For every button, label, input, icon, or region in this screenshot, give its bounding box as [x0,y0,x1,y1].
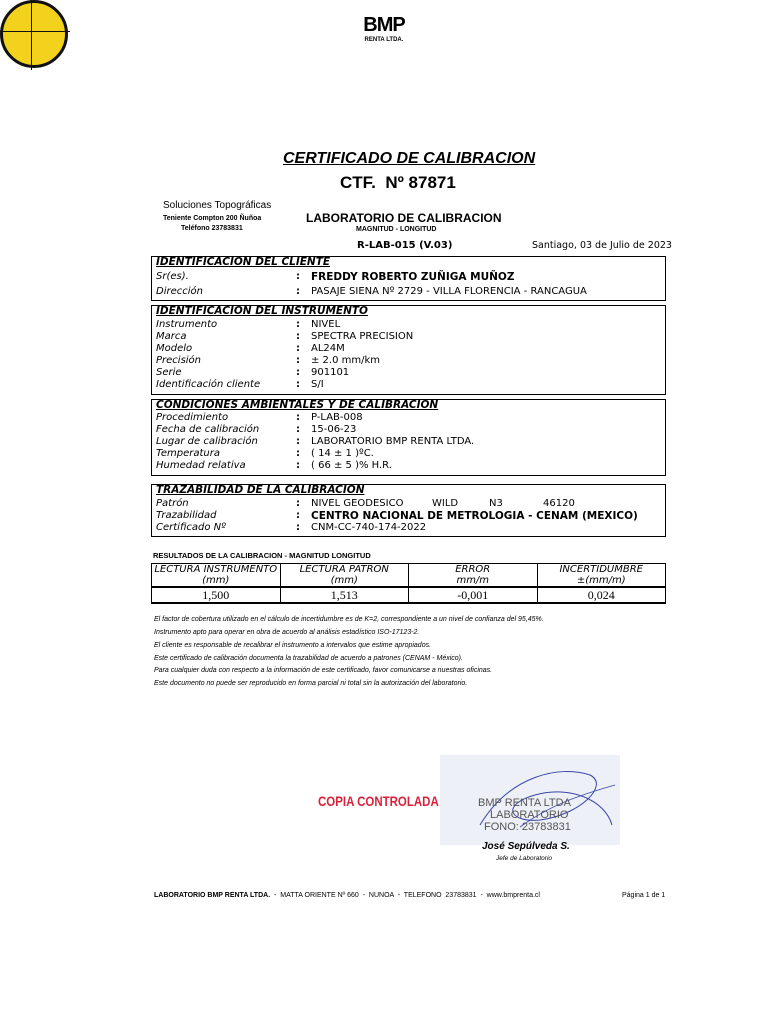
company-address: Teniente Compton 200 Ñuñoa [163,215,262,222]
column-header: LECTURA INSTRUMENTO (mm) [152,564,281,588]
table-cell: 1,513 [280,587,409,603]
conditions-header: CONDICIONES AMBIENTALES Y DE CALIBRACION [156,399,439,411]
signer-name: José Sepúlveda S. [482,841,570,852]
traceability-row-trace: Trazabilidad : CENTRO NACIONAL DE METROLOGIA - CENAM (MEXICO) [156,510,638,522]
traceability-header: TRAZABILIDAD DE LA CALIBRACION [156,484,365,496]
footer-company: LABORATORIO BMP RENTA LTDA. [154,892,271,899]
page-number: Página 1 de 1 [622,892,666,899]
lab-name: LABORATORIO DE CALIBRACION [306,211,502,225]
stamp-line: FONO: 23783831 [484,821,571,833]
logo-word: BMP [363,14,405,36]
footer [154,892,540,899]
stamp-line: BMP RENTA LTDA [478,797,571,809]
issue-date: Santiago, 03 de Julio de 2023 [532,240,672,251]
note-line: El factor de cobertura utilizado en el cálculo de incertidumbre es de K=2, correspondiente a un nivel de confianza del 95,45%. [154,616,544,623]
conditions-section [151,399,666,476]
instrument-row: Precisión : ± 2.0 mm/km [156,355,381,366]
lab-code: R-LAB-015 (V.03) [357,240,453,251]
instrument-row: Serie : 901101 [156,367,350,378]
client-row-name: Sr(es). : FREDDY ROBERTO ZUÑIGA MUÑOZ [156,271,515,283]
instrument-header: IDENTIFICACION DEL INSTRUMENTO [156,305,368,317]
note-line: Este documento no puede ser reproducido en forma parcial ni total sin la autorización del laboratorio. [154,680,468,687]
client-header: IDENTIFICACION DEL CLIENTE [156,256,331,268]
traceability-section [151,484,666,537]
client-address: PASAJE SIENA Nº 2729 - VILLA FLORENCIA - RANCAGUA [311,286,587,297]
note-line: Para cualquier duda con respecto a la información de este certificado, favor comunicarse a nuestras oficinas. [154,667,493,674]
conditions-row: Fecha de calibración : 15-06-23 [156,424,357,435]
traceability-row-cert: Certificado Nº : CNM-CC-740-174-2022 [156,522,427,533]
table-header-row [152,564,666,588]
note-line: Instrumento apto para operar en obra de acuerdo al análisis estadístico ISO-17123-2. [154,629,420,636]
logo-subtitle: RENTA LTDA. [364,37,404,43]
table-cell: 1,500 [152,587,281,603]
document-title: CERTIFICADO DE CALIBRACION [283,150,536,167]
table-row [152,587,666,603]
table-cell: 0,024 [537,587,666,603]
signer-role: Jefe de Laboratorio [496,855,553,862]
instrument-row: Modelo : AL24M [156,343,345,354]
company-phone: Teléfono 23783831 [181,225,243,232]
column-header: INCERTIDUMBRE ±(mm/m) [537,564,666,588]
conditions-row: Temperatura : ( 14 ± 1 )ºC. [156,448,374,459]
stamp-line: LABORATORIO [490,809,569,821]
note-line: El cliente es responsable de recalibrar el instrumento a intervalos que estime apropiados. [154,642,432,649]
instrument-row: Identificación cliente : S/I [156,379,324,390]
company-tagline: Soluciones Topográficas [163,200,272,211]
conditions-row: Humedad relativa : ( 66 ± 5 )% H.R. [156,460,392,471]
client-row-address: Dirección : PASAJE SIENA Nº 2729 - VILLA FLORENCIA - RANCAGUA [156,286,587,297]
table-cell: -0,001 [409,587,538,603]
column-header: ERROR mm/m [409,564,538,588]
instrument-section [151,305,666,395]
results-title: RESULTADOS DE LA CALIBRACION - MAGNITUD LONGITUD [153,551,371,560]
conditions-row: Lugar de calibración : LABORATORIO BMP RENTA LTDA. [156,436,475,447]
results-table [151,563,666,604]
conditions-row: Procedimiento : P-LAB-008 [156,412,363,423]
lab-magnitude: MAGNITUD - LONGITUD [356,226,437,233]
lab-stamp [440,755,620,845]
company-logo [0,0,405,68]
controlled-copy-label: COPIA CONTROLADA [318,793,439,809]
footer-details: - MATTA ORIENTE Nº 660 - NUNOA - TELEFONO 23783831 - www.bmprenta.cl [270,892,540,899]
instrument-row: Marca : SPECTRA PRECISION [156,331,414,342]
certificate-number: CTF. Nº 87871 [340,173,456,192]
instrument-row: Instrumento : NIVEL [156,319,341,330]
client-section [151,256,666,301]
traceability-row-patron: Patrón : NIVEL GEODESICO WILD N3 46120 [156,498,575,509]
note-line: Este certificado de calibración documenta la trazabilidad de acuerdo a patrones (CENAM - México). [154,655,463,662]
client-name: FREDDY ROBERTO ZUÑIGA MUÑOZ [311,271,515,283]
column-header: LECTURA PATRON (mm) [280,564,409,588]
